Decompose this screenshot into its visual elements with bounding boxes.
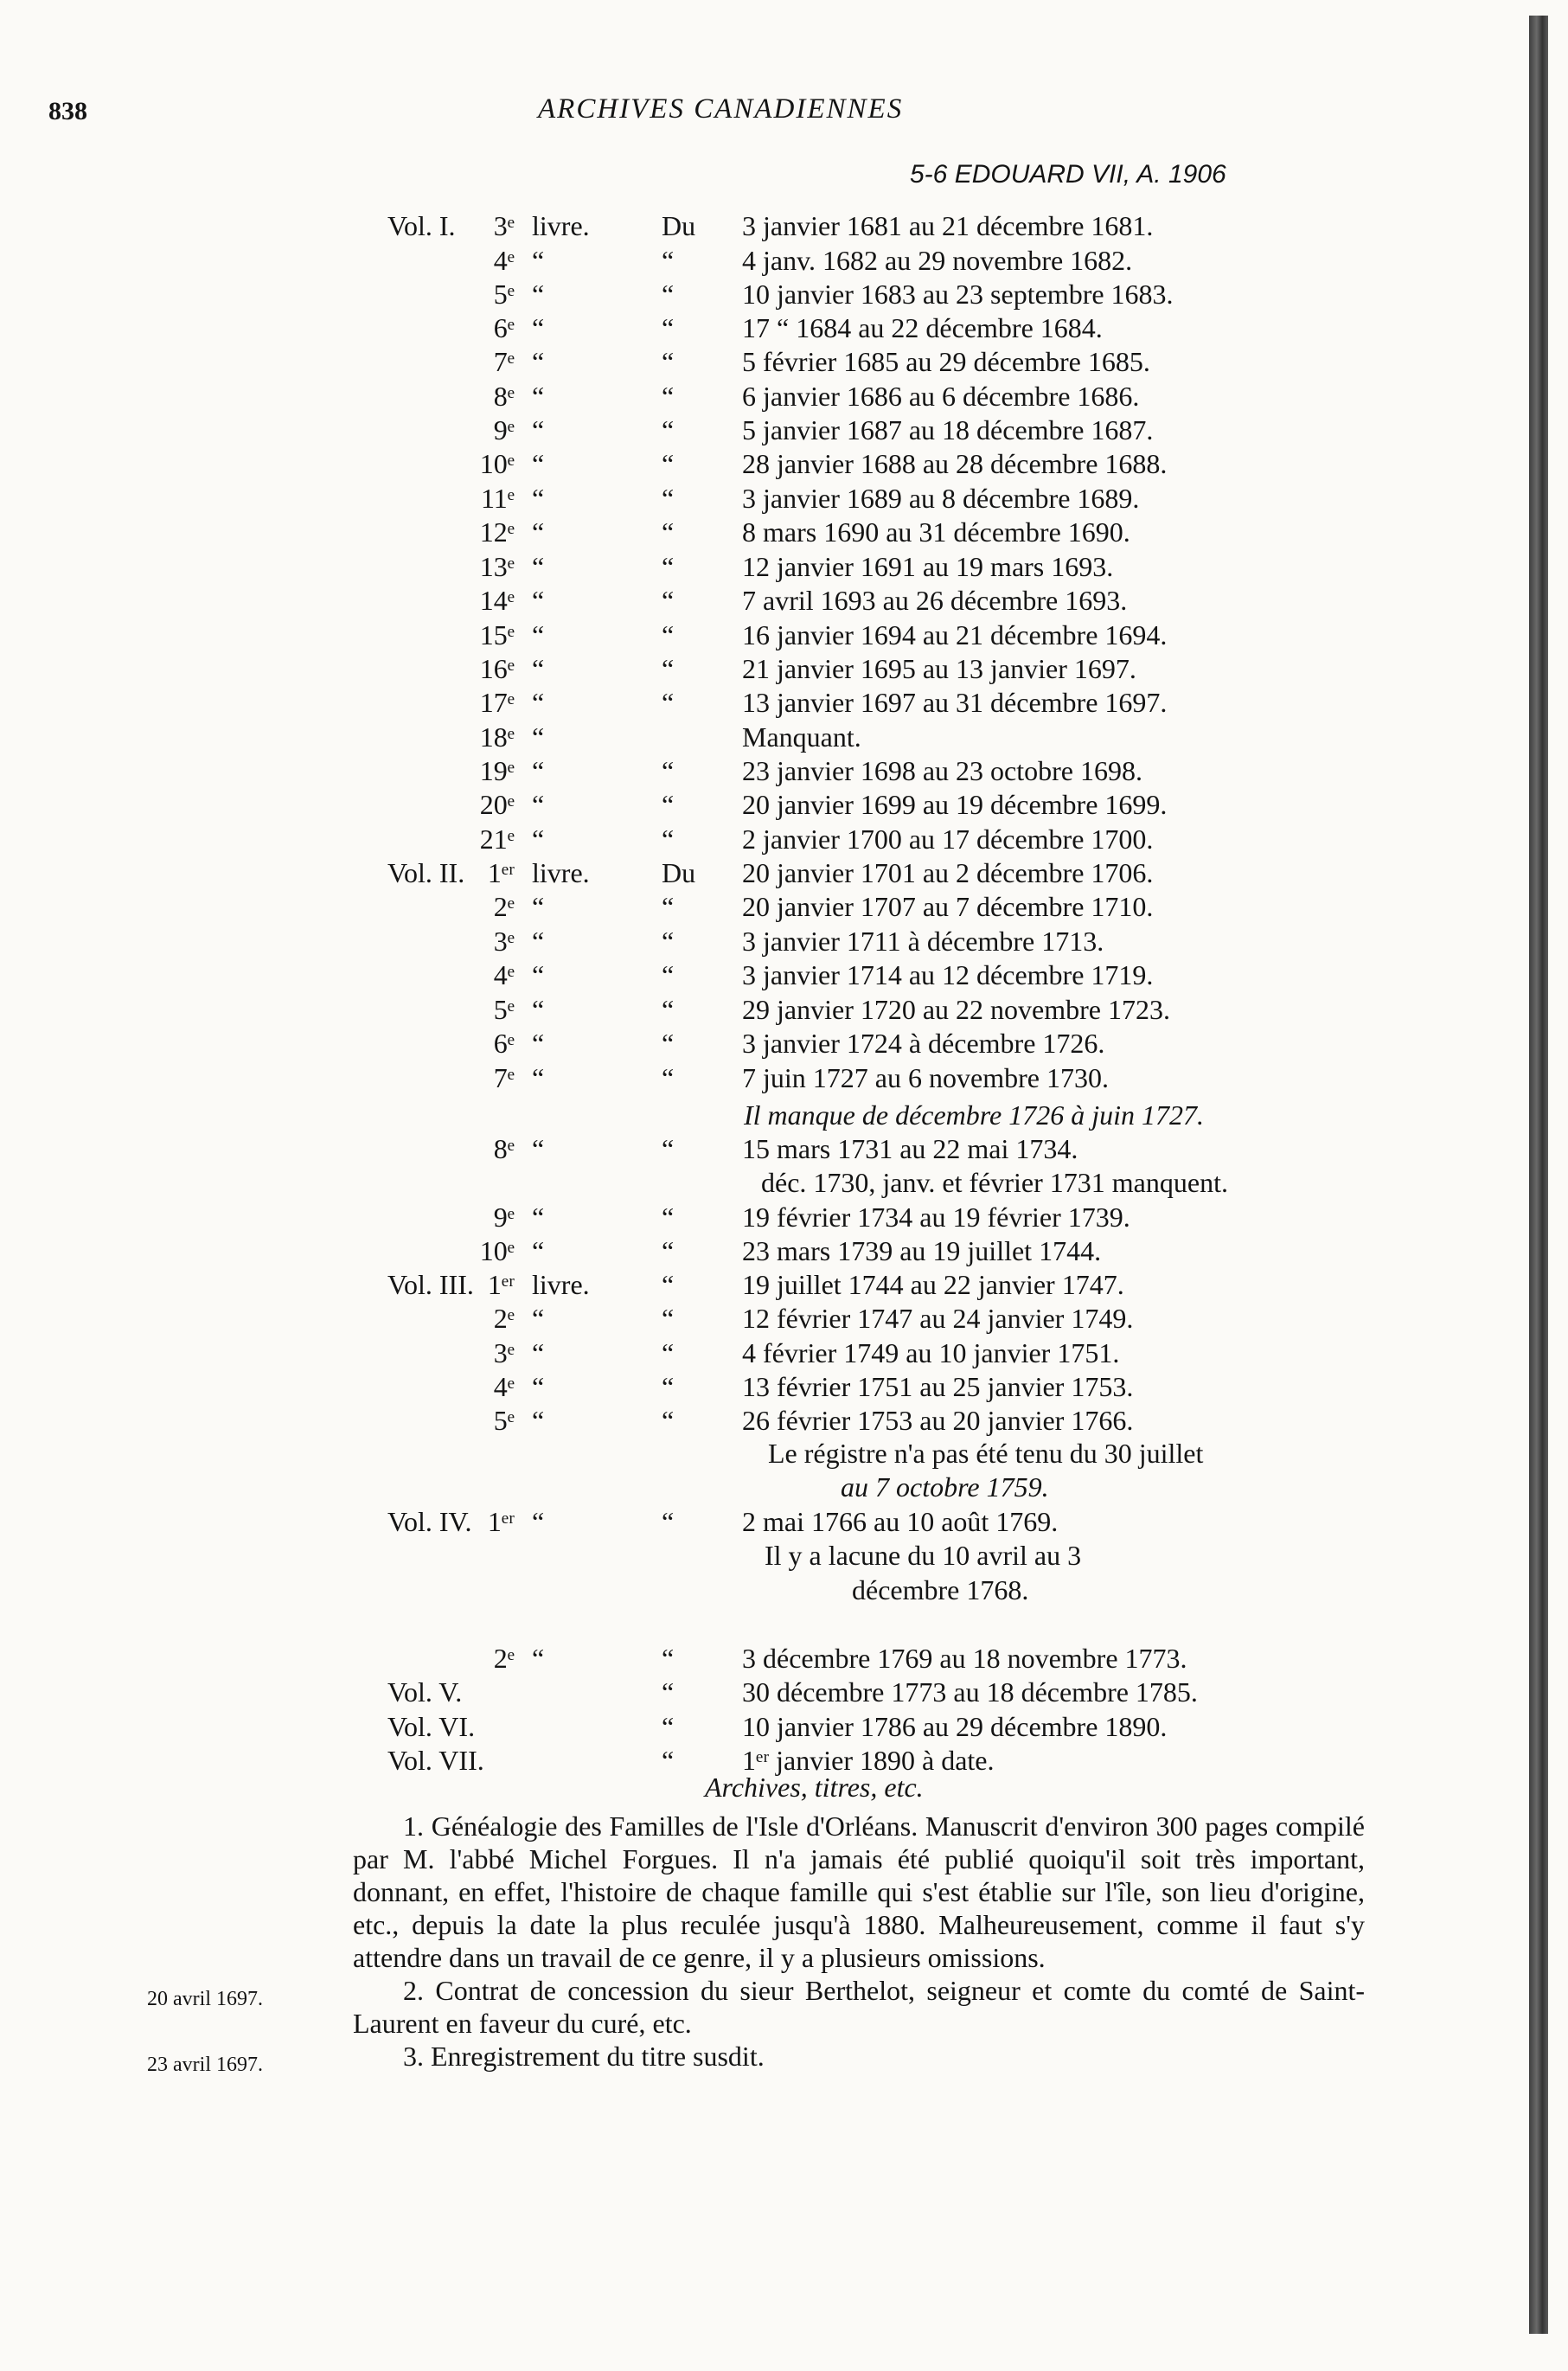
register-row — [0, 653, 1568, 688]
register-range: 3 janvier 1711 à décembre 1713. — [742, 926, 1104, 957]
register-volume: Vol. IV. — [387, 1506, 472, 1537]
register-range: 13 janvier 1697 au 31 décembre 1697. — [742, 687, 1168, 718]
register-range: 21 janvier 1695 au 13 janvier 1697. — [742, 653, 1136, 684]
register-range: 5 février 1685 au 29 décembre 1685. — [742, 346, 1150, 377]
register-range: 7 avril 1693 au 26 décembre 1693. — [742, 585, 1128, 616]
register-range: 2 janvier 1700 au 17 décembre 1700. — [742, 823, 1154, 855]
register-range: 28 janvier 1688 au 28 décembre 1688. — [742, 448, 1168, 479]
register-number: 7ᵉ — [493, 346, 515, 377]
register-number: 10ᵉ — [479, 1235, 515, 1266]
register-row — [0, 1133, 1568, 1168]
register-livre: “ — [532, 381, 545, 412]
register-livre: “ — [532, 687, 545, 718]
register-from: “ — [662, 926, 675, 957]
register-from: “ — [662, 1506, 675, 1537]
register-from: “ — [662, 891, 675, 922]
register-from: “ — [662, 551, 675, 582]
register-range: 12 février 1747 au 24 janvier 1749. — [742, 1303, 1134, 1334]
register-range: 5 janvier 1687 au 18 décembre 1687. — [742, 414, 1154, 445]
register-row — [0, 1506, 1568, 1541]
register-from: “ — [662, 755, 675, 786]
register-row — [0, 959, 1568, 994]
register-number: 5ᵉ — [493, 279, 515, 310]
register-from: “ — [662, 959, 675, 990]
register-row — [0, 755, 1568, 790]
register-from: “ — [662, 1643, 675, 1674]
margin-date: 23 avril 1697. — [147, 2054, 263, 2076]
register-from: “ — [662, 516, 675, 548]
register-livre: “ — [532, 1235, 545, 1266]
register-livre: “ — [532, 721, 545, 753]
register-from: “ — [662, 414, 675, 445]
register-volume: Vol. I. — [387, 210, 456, 241]
register-row — [0, 926, 1568, 960]
item-text: Contrat de concession du sieur Berthelot, seigneur et comte du comté de Saint-Laurent en faveur du curé, etc. — [353, 1975, 1366, 2039]
page-number: 838 — [48, 97, 87, 125]
register-range: 2 mai 1766 au 10 août 1769. — [742, 1506, 1059, 1537]
register-range: 3 janvier 1689 au 8 décembre 1689. — [742, 483, 1140, 514]
register-livre: livre. — [532, 857, 590, 888]
register-from: “ — [662, 585, 675, 616]
register-row — [0, 312, 1568, 347]
register-from: “ — [662, 1028, 675, 1059]
list-item — [353, 1810, 1365, 1974]
register-livre: “ — [532, 891, 545, 922]
register-volume: Vol. VII. — [387, 1745, 484, 1776]
register-row — [0, 245, 1568, 279]
register-range: 3 janvier 1724 à décembre 1726. — [742, 1028, 1105, 1059]
register-livre: “ — [532, 1506, 545, 1537]
register-row — [0, 1202, 1568, 1236]
register-row — [0, 346, 1568, 381]
register-row — [0, 1711, 1568, 1746]
archive-items — [147, 1810, 1366, 2076]
register-range: 7 juin 1727 au 6 novembre 1730. — [742, 1062, 1109, 1093]
register-range: 3 janvier 1714 au 12 décembre 1719. — [742, 959, 1154, 990]
register-range: 6 janvier 1686 au 6 décembre 1686. — [742, 381, 1140, 412]
register-number: 13ᵉ — [479, 551, 515, 582]
register-range: 19 juillet 1744 au 22 janvier 1747. — [742, 1269, 1124, 1300]
register-row — [0, 381, 1568, 415]
register-from: Du — [662, 857, 696, 888]
register-number: 5ᵉ — [493, 994, 515, 1025]
register-number: 20ᵉ — [479, 789, 515, 820]
register-livre: “ — [532, 1337, 545, 1368]
register-number: 11ᵉ — [480, 483, 515, 514]
register-number: 3ᵉ — [493, 926, 515, 957]
register-number: 5ᵉ — [493, 1405, 515, 1436]
register-row — [0, 279, 1568, 313]
register-from: “ — [662, 1062, 675, 1093]
register-livre: “ — [532, 619, 545, 650]
register-livre: “ — [532, 1202, 545, 1233]
item-text: Généalogie des Familles de l'Isle d'Orléans. Manuscrit d'environ 300 pages compilé par M. l'abbé Michel Forgues. Il n'a jamais été publié quoiqu'il soit très important, donnant, en effet, l'histoire de chaque famille qui s'est établie sur l'île, son lieu d'origine, etc., depuis la date la plus reculée jusqu'à 1880. Malheureusement, comme il faut s'y attendre dans un travail de ce genre, il y a plusieurs omissions. — [353, 1810, 1366, 1973]
register-range: Manquant. — [742, 721, 861, 753]
note-gap-1768-line1: Il y a lacune du 10 avril au 3 — [765, 1540, 1082, 1571]
register-livre: “ — [532, 1028, 545, 1059]
register-from: “ — [662, 687, 675, 718]
register-number: 1ᵉʳ — [487, 1269, 515, 1300]
register-livre: livre. — [532, 210, 590, 241]
register-livre: “ — [532, 823, 545, 855]
register-row — [0, 1371, 1568, 1406]
register-number: 14ᵉ — [479, 585, 515, 616]
register-number: 7ᵉ — [493, 1062, 515, 1093]
register-volume: Vol. V. — [387, 1676, 463, 1708]
register-range: 30 décembre 1773 au 18 décembre 1785. — [742, 1676, 1198, 1708]
register-range: 29 janvier 1720 au 22 novembre 1723. — [742, 994, 1170, 1025]
register-range: 15 mars 1731 au 22 mai 1734. — [742, 1133, 1078, 1164]
register-range: 20 janvier 1707 au 7 décembre 1710. — [742, 891, 1154, 922]
register-range: 23 janvier 1698 au 23 octobre 1698. — [742, 755, 1142, 786]
register-range: 3 janvier 1681 au 21 décembre 1681. — [742, 210, 1154, 241]
register-range: 23 mars 1739 au 19 juillet 1744. — [742, 1235, 1102, 1266]
register-row — [0, 1235, 1568, 1270]
register-row — [0, 857, 1568, 892]
register-from: “ — [662, 346, 675, 377]
register-range: 1ᵉʳ janvier 1890 à date. — [742, 1745, 995, 1776]
register-row — [0, 1676, 1568, 1711]
register-row — [0, 1643, 1568, 1677]
register-range: 12 janvier 1691 au 19 mars 1693. — [742, 551, 1114, 582]
register-range: 4 février 1749 au 10 janvier 1751. — [742, 1337, 1120, 1368]
register-from: “ — [662, 1202, 675, 1233]
register-livre: “ — [532, 1133, 545, 1164]
register-livre: “ — [532, 1405, 545, 1436]
register-number: 2ᵉ — [493, 1643, 515, 1674]
register-row — [0, 687, 1568, 721]
register-livre: “ — [532, 516, 545, 548]
register-range: 26 février 1753 au 20 janvier 1766. — [742, 1405, 1134, 1436]
register-from: “ — [662, 245, 675, 276]
register-row — [0, 414, 1568, 449]
register-from: “ — [662, 619, 675, 650]
register-from: “ — [662, 1405, 675, 1436]
register-number: 4ᵉ — [493, 1371, 515, 1402]
register-range: 10 janvier 1786 au 29 décembre 1890. — [742, 1711, 1168, 1742]
register-number: 6ᵉ — [493, 1028, 515, 1059]
register-from: “ — [662, 1371, 675, 1402]
register-from: “ — [662, 1337, 675, 1368]
register-livre: “ — [532, 414, 545, 445]
register-from: “ — [662, 381, 675, 412]
list-item — [147, 2040, 1365, 2076]
register-range: 10 janvier 1683 au 23 septembre 1683. — [742, 279, 1174, 310]
register-row — [0, 516, 1568, 551]
register-from: “ — [662, 279, 675, 310]
margin-date: 20 avril 1697. — [147, 1988, 263, 2010]
register-number: 3ᵉ — [493, 210, 515, 241]
register-livre: “ — [532, 346, 545, 377]
register-number: 2ᵉ — [493, 891, 515, 922]
register-livre: “ — [532, 1303, 545, 1334]
register-number: 19ᵉ — [479, 755, 515, 786]
register-livre: “ — [532, 1062, 545, 1093]
register-number: 16ᵉ — [479, 653, 515, 684]
register-from: Du — [662, 210, 696, 241]
register-row — [0, 789, 1568, 823]
register-from: “ — [662, 448, 675, 479]
register-from: “ — [662, 823, 675, 855]
register-livre: “ — [532, 653, 545, 684]
register-number: 18ᵉ — [479, 721, 515, 753]
register-from: “ — [662, 1133, 675, 1164]
register-row — [0, 1303, 1568, 1337]
register-livre: “ — [532, 312, 545, 343]
note-gap-1768-line2: décembre 1768. — [852, 1574, 1029, 1605]
register-number: 8ᵉ — [493, 1133, 515, 1164]
register-row — [0, 1062, 1568, 1097]
note-gap-1726: Il manque de décembre 1726 à juin 1727. — [744, 1099, 1205, 1131]
register-livre: “ — [532, 1371, 545, 1402]
register-livre: “ — [532, 1643, 545, 1674]
register-livre: “ — [532, 448, 545, 479]
register-number: 17ᵉ — [479, 687, 515, 718]
register-number: 3ᵉ — [493, 1337, 515, 1368]
register-range: 20 janvier 1699 au 19 décembre 1699. — [742, 789, 1168, 820]
list-item — [147, 1974, 1366, 2040]
note-gap-1730: déc. 1730, janv. et février 1731 manquent. — [761, 1167, 1228, 1198]
register-row — [0, 721, 1568, 756]
register-from: “ — [662, 653, 675, 684]
register-number: 2ᵉ — [493, 1303, 515, 1334]
section-heading: Archives, titres, etc. — [705, 1772, 924, 1803]
register-range: 4 janv. 1682 au 29 novembre 1682. — [742, 245, 1133, 276]
register-row — [0, 1337, 1568, 1372]
register-livre: “ — [532, 585, 545, 616]
register-range: 20 janvier 1701 au 2 décembre 1706. — [742, 857, 1154, 888]
register-number: 9ᵉ — [493, 1202, 515, 1233]
register-livre: livre. — [532, 1269, 590, 1300]
register-from: “ — [662, 1745, 675, 1776]
register-livre: “ — [532, 483, 545, 514]
register-livre: “ — [532, 926, 545, 957]
register-number: 9ᵉ — [493, 414, 515, 445]
register-livre: “ — [532, 245, 545, 276]
register-range: 16 janvier 1694 au 21 décembre 1694. — [742, 619, 1168, 650]
register-number: 12ᵉ — [479, 516, 515, 548]
register-number: 4ᵉ — [493, 959, 515, 990]
register-number: 1ᵉʳ — [487, 1506, 515, 1537]
register-from: “ — [662, 483, 675, 514]
register-number: 1ᵉʳ — [487, 857, 515, 888]
register-volume: Vol. VI. — [387, 1711, 476, 1742]
register-from: “ — [662, 1235, 675, 1266]
register-livre: “ — [532, 755, 545, 786]
register-number: 8ᵉ — [493, 381, 515, 412]
session-label: 5-6 EDOUARD VII, A. 1906 — [910, 160, 1226, 189]
register-from: “ — [662, 1269, 675, 1300]
register-row — [0, 551, 1568, 586]
register-row — [0, 1028, 1568, 1062]
register-row — [0, 1269, 1568, 1304]
register-row — [0, 823, 1568, 858]
register-row — [0, 619, 1568, 654]
register-row — [0, 448, 1568, 483]
register-volume: Vol. III. — [387, 1269, 474, 1300]
item-number: 3. — [403, 2041, 424, 2072]
register-livre: “ — [532, 789, 545, 820]
note-gap-1759-line2: au 7 octobre 1759. — [841, 1471, 1049, 1503]
register-range: 13 février 1751 au 25 janvier 1753. — [742, 1371, 1134, 1402]
register-number: 15ᵉ — [479, 619, 515, 650]
note-gap-1759-line1: Le régistre n'a pas été tenu du 30 juillet — [768, 1438, 1204, 1469]
register-number: 21ᵉ — [479, 823, 515, 855]
register-livre: “ — [532, 994, 545, 1025]
register-range: 3 décembre 1769 au 18 novembre 1773. — [742, 1643, 1187, 1674]
register-from: “ — [662, 1303, 675, 1334]
register-row — [0, 210, 1568, 245]
register-row — [0, 891, 1568, 926]
register-row — [0, 585, 1568, 619]
item-number: 2. — [403, 1975, 424, 2006]
register-from: “ — [662, 789, 675, 820]
item-number: 1. — [403, 1810, 424, 1842]
item-text: Enregistrement du titre susdit. — [431, 2041, 765, 2072]
register-range: 19 février 1734 au 19 février 1739. — [742, 1202, 1130, 1233]
register-livre: “ — [532, 279, 545, 310]
register-livre: “ — [532, 959, 545, 990]
register-volume: Vol. II. — [387, 857, 465, 888]
register-number: 10ᵉ — [479, 448, 515, 479]
register-number: 4ᵉ — [493, 245, 515, 276]
register-row — [0, 483, 1568, 517]
register-range: 17 “ 1684 au 22 décembre 1684. — [742, 312, 1103, 343]
running-title: ARCHIVES CANADIENNES — [538, 93, 904, 125]
register-from: “ — [662, 994, 675, 1025]
register-from: “ — [662, 312, 675, 343]
register-row — [0, 994, 1568, 1029]
register-number: 6ᵉ — [493, 312, 515, 343]
register-from: “ — [662, 1676, 675, 1708]
register-row — [0, 1405, 1568, 1439]
register-range: 8 mars 1690 au 31 décembre 1690. — [742, 516, 1130, 548]
register-from: “ — [662, 1711, 675, 1742]
register-livre: “ — [532, 551, 545, 582]
